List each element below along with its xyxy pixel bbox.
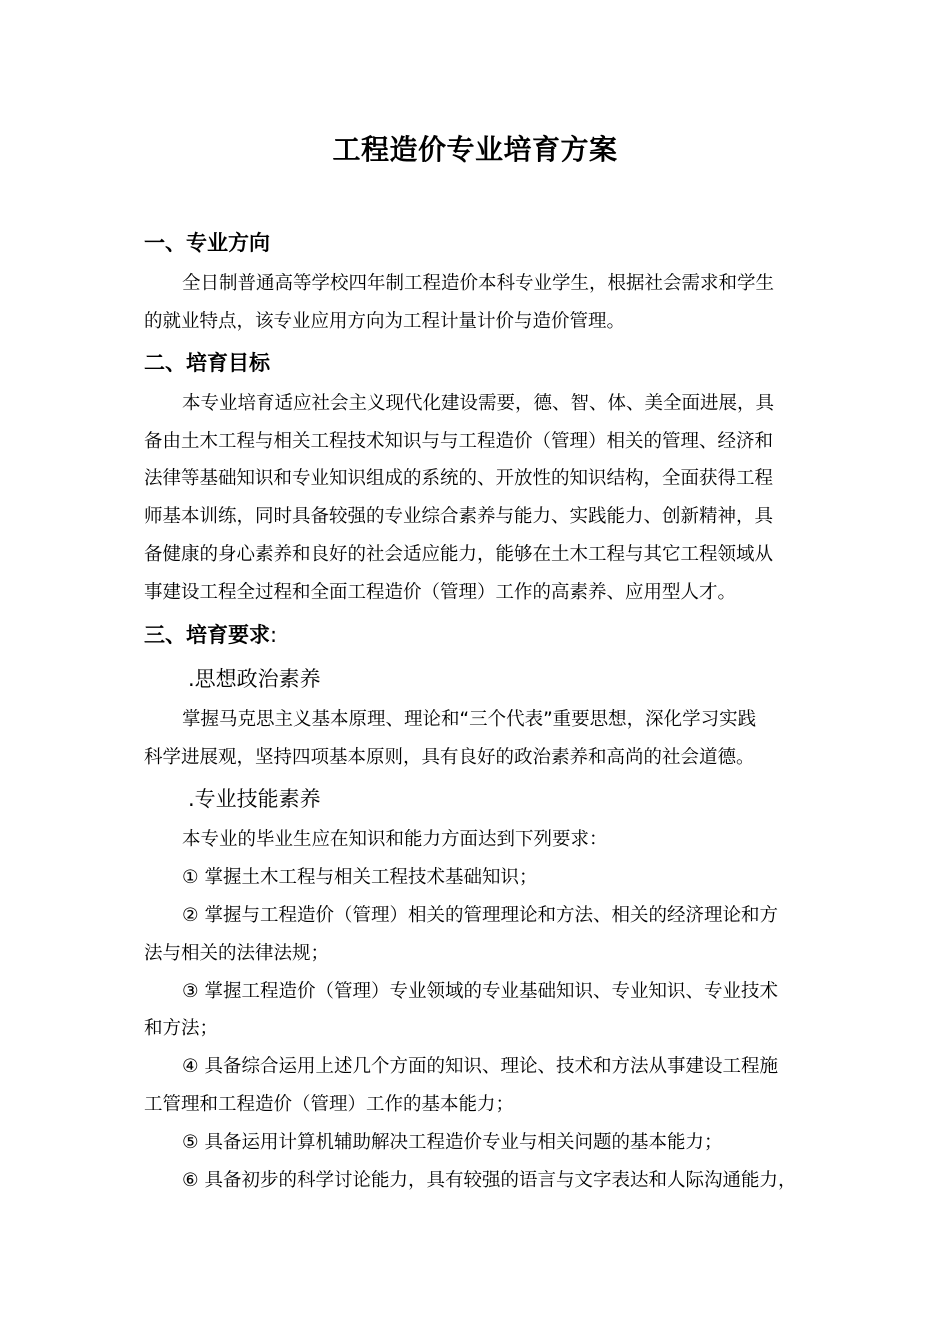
document-title: 工程造价专业培育方案 — [332, 133, 618, 166]
subsection-title-skills: .专业技能素养 — [188, 787, 321, 811]
list-item: ① 掌握土木工程与相关工程技术基础知识； — [182, 867, 538, 888]
heading-colon: : — [270, 623, 278, 647]
list-item-continuation: 法与相关的法律法规； — [144, 943, 330, 964]
subsection-title-political: .思想政治素养 — [188, 667, 321, 691]
paragraph-line: 本专业的毕业生应在知识和能力方面达到下列要求： — [182, 829, 608, 850]
section-heading-direction: 一、专业方向 — [144, 231, 270, 255]
paragraph-line: 科学进展观，坚持四项基本原则，具有良好的政治素养和高尚的社会道德。 — [144, 747, 755, 768]
paragraph-line: 全日制普通高等学校四年制工程造价本科专业学生，根据社会需求和学生 — [182, 273, 775, 294]
paragraph-line: 的就业特点，该专业应用方向为工程计量计价与造价管理。 — [144, 311, 626, 332]
paragraph-line: 备健康的身心素养和良好的社会适应能力，能够在土木工程与其它工程领域从 — [144, 544, 774, 565]
paragraph-line: 事建设工程全过程和全面工程造价（管理）工作的高素养、应用型人才。 — [144, 582, 737, 603]
list-item-continuation: 工管理和工程造价（管理）工作的基本能力； — [144, 1094, 515, 1115]
list-item: ⑤ 具备运用计算机辅助解决工程造价专业与相关问题的基本能力； — [182, 1132, 723, 1153]
list-item: ⑥ 具备初步的科学讨论能力，具有较强的语言与文字表达和人际沟通能力， — [182, 1170, 797, 1191]
paragraph-line: 掌握马克思主义基本原理、理论和“三个代表”重要思想，深化学习实践 — [182, 709, 757, 730]
paragraph-line: 法律等基础知识和专业知识组成的系统的、开放性的知识结构，全面获得工程 — [144, 468, 774, 489]
section-heading-text: 三、培育要求 — [144, 623, 270, 647]
paragraph-line: 本专业培育适应社会主义现代化建设需要，德、智、体、美全面进展，具 — [182, 393, 775, 414]
list-item: ④ 具备综合运用上述几个方面的知识、理论、技术和方法从事建设工程施 — [182, 1056, 778, 1077]
section-heading-requirements — [144, 620, 277, 650]
paragraph-line: 备由土木工程与相关工程技术知识与与工程造价（管理）相关的管理、经济和 — [144, 431, 774, 452]
list-item: ③ 掌握工程造价（管理）专业领域的专业基础知识、专业知识、专业技术 — [182, 981, 778, 1002]
list-item: ② 掌握与工程造价（管理）相关的管理理论和方法、相关的经济理论和方 — [182, 905, 778, 926]
section-heading-goals: 二、培育目标 — [144, 351, 270, 375]
list-item-continuation: 和方法； — [144, 1018, 219, 1039]
paragraph-line: 师基本训练，同时具备较强的专业综合素养与能力、实践能力、创新精神，具 — [144, 506, 774, 527]
